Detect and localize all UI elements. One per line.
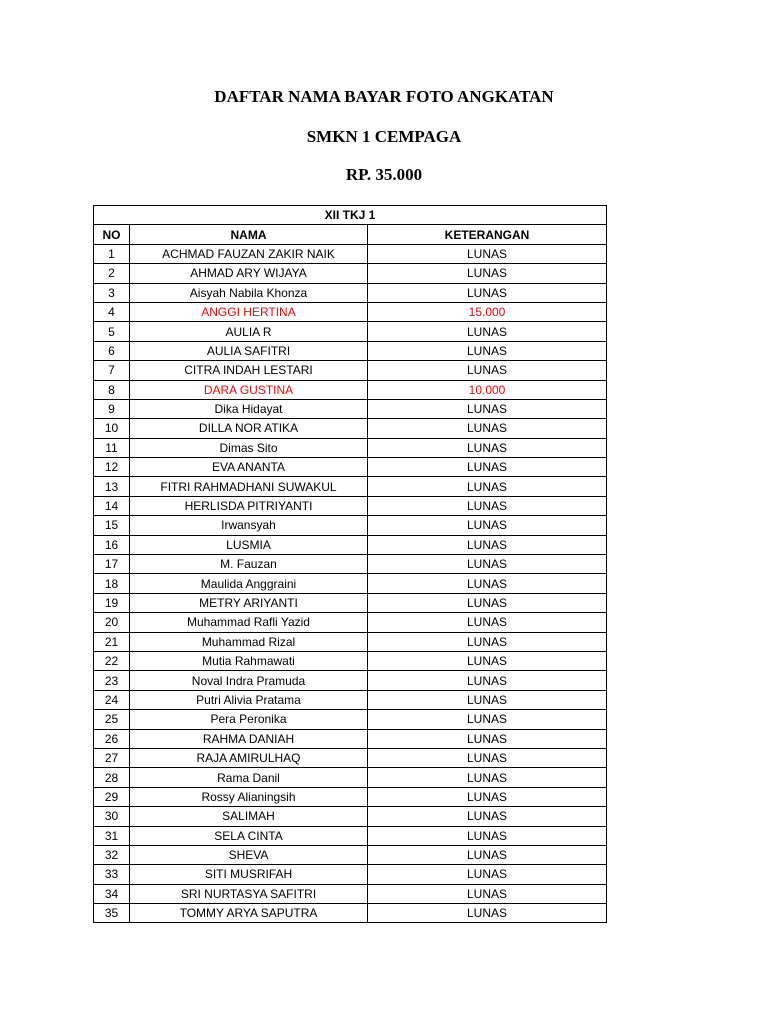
student-name: M. Fauzan [130, 555, 368, 574]
student-name: Putri Alivia Pratama [130, 690, 368, 709]
payment-status: LUNAS [368, 651, 607, 670]
student-name: Rama Danil [130, 768, 368, 787]
row-number: 10 [94, 419, 130, 438]
row-number: 27 [94, 748, 130, 767]
table-row [94, 845, 607, 864]
table-row [94, 904, 607, 923]
row-number: 4 [94, 302, 130, 321]
row-number: 32 [94, 845, 130, 864]
student-name: SELA CINTA [130, 826, 368, 845]
row-number: 17 [94, 555, 130, 574]
payment-status: LUNAS [368, 865, 607, 884]
payment-status: LUNAS [368, 516, 607, 535]
table-row [94, 865, 607, 884]
payment-status: LUNAS [368, 826, 607, 845]
payment-status: LUNAS [368, 768, 607, 787]
table-row [94, 419, 607, 438]
row-number: 14 [94, 496, 130, 515]
row-number: 30 [94, 807, 130, 826]
table-row [94, 690, 607, 709]
student-name: FITRI RAHMADHANI SUWAKUL [130, 477, 368, 496]
student-name: SALIMAH [130, 807, 368, 826]
table-row [94, 399, 607, 418]
table-row [94, 593, 607, 612]
student-name: Irwansyah [130, 516, 368, 535]
student-name: TOMMY ARYA SAPUTRA [130, 904, 368, 923]
table-row [94, 826, 607, 845]
student-name: Rossy Alianingsih [130, 787, 368, 806]
student-name: Pera Peronika [130, 710, 368, 729]
student-name: Dika Hidayat [130, 399, 368, 418]
student-name: SRI NURTASYA SAFITRI [130, 884, 368, 903]
table-row [94, 438, 607, 457]
row-number: 28 [94, 768, 130, 787]
student-name: ANGGI HERTINA [130, 302, 368, 321]
row-number: 29 [94, 787, 130, 806]
student-name: RAHMA DANIAH [130, 729, 368, 748]
student-name: SITI MUSRIFAH [130, 865, 368, 884]
table-row [94, 729, 607, 748]
row-number: 16 [94, 535, 130, 554]
table-row [94, 768, 607, 787]
payment-status: LUNAS [368, 787, 607, 806]
row-number: 5 [94, 322, 130, 341]
row-number: 31 [94, 826, 130, 845]
payment-status: LUNAS [368, 341, 607, 360]
table-row [94, 535, 607, 554]
student-name: Maulida Anggraini [130, 574, 368, 593]
payment-status: LUNAS [368, 477, 607, 496]
student-name: Dimas Sito [130, 438, 368, 457]
table-row [94, 516, 607, 535]
payment-status: LUNAS [368, 845, 607, 864]
row-number: 9 [94, 399, 130, 418]
payment-status: LUNAS [368, 283, 607, 302]
column-header-nama: NAMA [130, 225, 368, 244]
row-number: 11 [94, 438, 130, 457]
payment-status: LUNAS [368, 458, 607, 477]
payment-status: LUNAS [368, 884, 607, 903]
table-row [94, 574, 607, 593]
document-title: DAFTAR NAMA BAYAR FOTO ANGKATAN [214, 87, 554, 106]
payment-status: LUNAS [368, 322, 607, 341]
student-name: Aisyah Nabila Khonza [130, 283, 368, 302]
payment-status: LUNAS [368, 904, 607, 923]
student-name: Muhammad Rafli Yazid [130, 613, 368, 632]
student-name: Mutia Rahmawati [130, 651, 368, 670]
payment-status: LUNAS [368, 807, 607, 826]
class-header-row [94, 206, 607, 225]
table-row [94, 244, 607, 263]
table-row [94, 710, 607, 729]
table-row [94, 477, 607, 496]
payment-status: LUNAS [368, 399, 607, 418]
student-name: Noval Indra Pramuda [130, 671, 368, 690]
payment-status: LUNAS [368, 748, 607, 767]
payment-status: LUNAS [368, 671, 607, 690]
table-body [94, 244, 607, 923]
payment-status: LUNAS [368, 244, 607, 263]
row-number: 33 [94, 865, 130, 884]
student-name: EVA ANANTA [130, 458, 368, 477]
payment-table [93, 205, 607, 923]
row-number: 25 [94, 710, 130, 729]
row-number: 8 [94, 380, 130, 399]
row-number: 35 [94, 904, 130, 923]
row-number: 15 [94, 516, 130, 535]
payment-status: LUNAS [368, 555, 607, 574]
payment-status: LUNAS [368, 593, 607, 612]
table-row [94, 380, 607, 399]
student-name: HERLISDA PITRIYANTI [130, 496, 368, 515]
table-row [94, 361, 607, 380]
row-number: 6 [94, 341, 130, 360]
payment-status: LUNAS [368, 632, 607, 651]
row-number: 19 [94, 593, 130, 612]
payment-status: LUNAS [368, 710, 607, 729]
row-number: 2 [94, 264, 130, 283]
class-name: XII TKJ 1 [94, 206, 607, 225]
payment-status: LUNAS [368, 535, 607, 554]
student-name: AHMAD ARY WIJAYA [130, 264, 368, 283]
student-name: AULIA R [130, 322, 368, 341]
table-row [94, 807, 607, 826]
row-number: 1 [94, 244, 130, 263]
table-row [94, 787, 607, 806]
row-number: 13 [94, 477, 130, 496]
student-name: AULIA SAFITRI [130, 341, 368, 360]
row-number: 24 [94, 690, 130, 709]
table-row [94, 671, 607, 690]
payment-status: LUNAS [368, 419, 607, 438]
table-row [94, 613, 607, 632]
student-name: CITRA INDAH LESTARI [130, 361, 368, 380]
payment-status: LUNAS [368, 690, 607, 709]
row-number: 18 [94, 574, 130, 593]
column-header-row [94, 225, 607, 244]
table-row [94, 884, 607, 903]
school-name: SMKN 1 CEMPAGA [306, 127, 462, 146]
row-number: 23 [94, 671, 130, 690]
payment-status: LUNAS [368, 613, 607, 632]
student-name: DARA GUSTINA [130, 380, 368, 399]
row-number: 20 [94, 613, 130, 632]
table-row [94, 651, 607, 670]
row-number: 12 [94, 458, 130, 477]
row-number: 3 [94, 283, 130, 302]
table-row [94, 264, 607, 283]
table-row [94, 283, 607, 302]
payment-status: LUNAS [368, 729, 607, 748]
student-name: METRY ARIYANTI [130, 593, 368, 612]
table-row [94, 496, 607, 515]
student-name: LUSMIA [130, 535, 368, 554]
price-label: RP. 35.000 [345, 165, 423, 184]
row-number: 7 [94, 361, 130, 380]
payment-status: 10.000 [368, 380, 607, 399]
student-name: ACHMAD FAUZAN ZAKIR NAIK [130, 244, 368, 263]
table-row [94, 555, 607, 574]
column-header-keterangan: KETERANGAN [368, 225, 607, 244]
payment-status: LUNAS [368, 574, 607, 593]
row-number: 26 [94, 729, 130, 748]
student-name: DILLA NOR ATIKA [130, 419, 368, 438]
payment-status: LUNAS [368, 496, 607, 515]
student-name: Muhammad Rizal [130, 632, 368, 651]
table-row [94, 632, 607, 651]
column-header-no: NO [94, 225, 130, 244]
table-row [94, 302, 607, 321]
table-row [94, 458, 607, 477]
table-row [94, 341, 607, 360]
table-row [94, 748, 607, 767]
student-name: RAJA AMIRULHAQ [130, 748, 368, 767]
payment-status: 15.000 [368, 302, 607, 321]
student-name: SHEVA [130, 845, 368, 864]
table-row [94, 322, 607, 341]
payment-status: LUNAS [368, 438, 607, 457]
row-number: 34 [94, 884, 130, 903]
payment-status: LUNAS [368, 361, 607, 380]
payment-status: LUNAS [368, 264, 607, 283]
row-number: 22 [94, 651, 130, 670]
row-number: 21 [94, 632, 130, 651]
